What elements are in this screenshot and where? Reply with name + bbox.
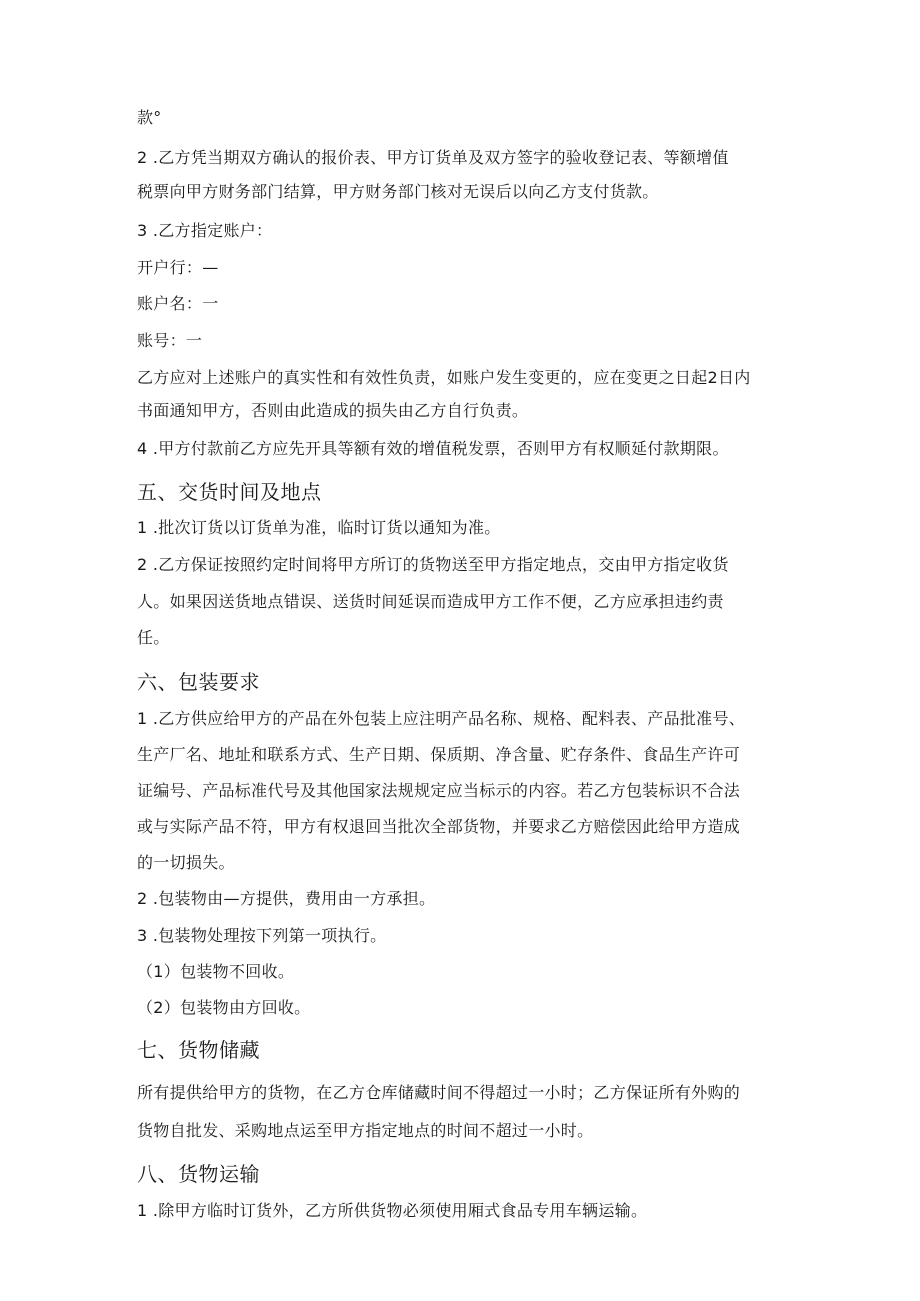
- text-line: 乙方应对上述账户的真实性和有效性负责，如账户发生变更的，应在变更之日起2日内: [137, 368, 751, 387]
- text-line: 人。如果因送货地点错误、送货时间延误而造成甲方工作不便，乙方应承担违约责: [137, 592, 724, 611]
- text-line: 2 .乙方凭当期双方确认的报价表、甲方订货单及双方签字的验收登记表、等额增值: [137, 148, 729, 167]
- section-heading: 五、交货时间及地点: [137, 480, 322, 504]
- text-line: 证编号、产品标准代号及其他国家法规规定应当标示的内容。若乙方包装标识不合法: [137, 781, 741, 800]
- text-line: 3 .乙方指定账户：: [137, 221, 273, 240]
- text-line: （2）包装物由方回收。: [137, 998, 311, 1017]
- text-line: 4 .甲方付款前乙方应先开具等额有效的增值税发票，否则甲方有权顺延付款期限。: [137, 439, 729, 458]
- text-line: 开户行：—: [137, 258, 219, 277]
- text-line: 货物自批发、采购地点运至甲方指定地点的时间不超过一小时。: [137, 1121, 594, 1140]
- text-line: （1）包装物不回收。: [137, 962, 295, 981]
- text-line: 3 .包装物处理按下列第一项执行。: [137, 926, 387, 945]
- text-line: 账号：一: [137, 331, 203, 350]
- text-line: 的一切损失。: [137, 853, 235, 872]
- text-line: 2 .乙方保证按照约定时间将甲方所订的货物送至甲方指定地点，交由甲方指定收货: [137, 555, 729, 574]
- text-line: 或与实际产品不符，甲方有权退回当批次全部货物，并要求乙方赔偿因此给甲方造成: [137, 817, 741, 836]
- text-line: 2 .包装物由—方提供，费用由一方承担。: [137, 889, 436, 908]
- text-line: 款°: [137, 108, 162, 127]
- text-line: 账户名：一: [137, 294, 219, 313]
- section-heading: 八、货物运输: [137, 1162, 260, 1186]
- text-line: 1 .批次订货以订货单为准，临时订货以通知为准。: [137, 518, 501, 537]
- text-line: 生产厂名、地址和联系方式、生产日期、保质期、净含量、贮存条件、食品生产许可: [137, 745, 741, 764]
- text-line: 1 .乙方供应给甲方的产品在外包装上应注明产品名称、规格、配料表、产品批准号、: [137, 709, 746, 728]
- text-line: 所有提供给甲方的货物，在乙方仓库储藏时间不得超过一小时；乙方保证所有外购的: [137, 1083, 741, 1102]
- text-line: 任。: [137, 628, 170, 647]
- section-heading: 六、包装要求: [137, 670, 260, 694]
- text-line: 1 .除甲方临时订货外，乙方所供货物必须使用厢式食品专用车辆运输。: [137, 1201, 648, 1220]
- text-line: 书面通知甲方，否则由此造成的损失由乙方自行负责。: [137, 401, 529, 420]
- section-heading: 七、货物储藏: [137, 1038, 260, 1062]
- text-line: 税票向甲方财务部门结算，甲方财务部门核对无误后以向乙方支付货款。: [137, 182, 659, 201]
